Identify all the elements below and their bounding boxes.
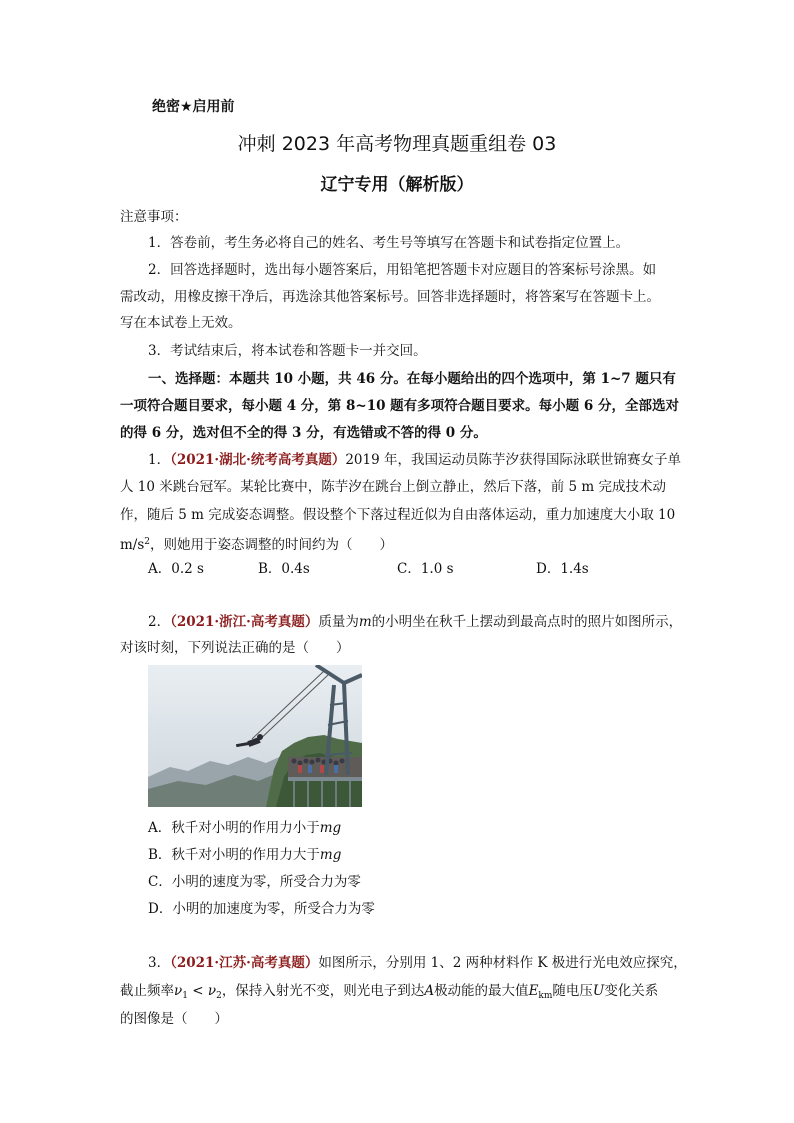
q3-e-symbol: E [528, 983, 539, 999]
q2-line-2: 对该时刻，下列说法正确的是（ ） [120, 640, 350, 656]
q2-number: 2． [148, 614, 171, 630]
q3-a-pole: A [424, 983, 435, 999]
swing-photo-image [148, 665, 362, 807]
q1-option-b: B．0.4s [258, 561, 310, 577]
q1-option-a: A．0.2 s [148, 561, 204, 577]
q3-source: （2021·江苏·高考真题） [170, 955, 319, 971]
q3-e-sub: km [538, 991, 553, 1001]
q3-text-2c: 极动能的最大值 [434, 983, 529, 999]
q1-unit: m/s [120, 537, 145, 553]
q2-line-1 [148, 612, 682, 632]
q2-option-a [148, 818, 341, 838]
q1-line-2: 人 10 米跳台冠军。某轮比赛中，陈芋汐在跳台上倒立静止，然后下落，前 5 m 完成技术动 [120, 479, 667, 495]
note-3: 3．考试结束后，将本试卷和答题卡一并交回。 [148, 343, 427, 359]
section-line-3: 的得 6 分，选对但不全的得 3 分，有选错或不答的得 0 分。 [120, 425, 487, 441]
q2-option-c: C．小明的速度为零，所受合力为零 [148, 874, 361, 890]
q1-line-1 [148, 450, 681, 470]
q1-line-3: 作，随后 5 m 完成姿态调整。假设整个下落过程近似为自由落体运动，重力加速度大小取 10 [120, 507, 676, 523]
q3-text-2b: ，保持入射光不变，则光电子到达 [221, 983, 425, 999]
q3-nu-2-sub: 2 [216, 991, 222, 1001]
q3-line-2 [120, 981, 658, 1006]
section-line-1: 一、选择题：本题共 10 小题，共 46 分。在每小题给出的四个选项中，第 1~7 题只有 [148, 371, 676, 387]
q3-nu-2: ν [207, 983, 217, 999]
q3-text-2a: 截止频率 [120, 983, 174, 999]
q2-mass-symbol: m [358, 614, 372, 630]
note-2-line-2: 需改动，用橡皮擦干净后，再选涂其他答案标号。回答非选择题时，将答案写在答题卡上。 [120, 289, 660, 305]
q1-text-4: ，则她用于姿态调整的时间约为（ ） [150, 537, 394, 553]
q3-text-2d: 随电压 [552, 983, 593, 999]
q2-option-b-text: B．秋千对小明的作用力大于 [148, 847, 320, 863]
q3-text-1: 如图所示，分别用 1、2 两种材料作 K 极进行光电效应探究， [318, 955, 687, 971]
note-2-line-1: 2．回答选择题时，选出每小题答案后，用铅笔把答题卡对应题目的答案标号涂黑。如 [148, 262, 657, 278]
q1-text-1: 2019 年，我国运动员陈芋汐获得国际泳联世锦赛女子单 [345, 452, 681, 468]
q3-nu-1: ν [174, 983, 183, 999]
q3-nu-1-sub: 1 [182, 991, 188, 1001]
notes-heading: 注意事项： [120, 209, 188, 225]
q2-text-1b: 的小明坐在秋千上摆动到最高点时的照片如图所示， [371, 614, 683, 630]
q3-less-than: < [187, 983, 208, 999]
swing-photo [148, 665, 362, 807]
q2-text-1a: 质量为 [318, 614, 359, 630]
note-2-line-3: 写在本试卷上无效。 [120, 315, 242, 331]
q3-line-3: 的图像是（ ） [120, 1011, 228, 1027]
q1-number: 1． [148, 452, 171, 468]
q1-option-d: D．1.4s [536, 561, 589, 577]
q2-option-d: D．小明的加速度为零，所受合力为零 [148, 901, 375, 917]
page-title: 冲刺 2023 年高考物理真题重组卷 03 [237, 133, 557, 155]
q2-option-a-mg: mg [319, 820, 342, 836]
page-subtitle: 辽宁专用（解析版） [320, 175, 474, 195]
q3-u-symbol: U [592, 983, 605, 999]
secret-label: 绝密★启用前 [152, 99, 235, 115]
note-1: 1．答卷前，考生务必将自己的姓名、考生号等填写在答题卡和试卷指定位置上。 [148, 235, 630, 251]
q2-option-b-mg: mg [319, 847, 342, 863]
q2-option-a-text: A．秋千对小明的作用力小于 [148, 820, 320, 836]
q3-text-2e: 变化关系 [604, 983, 659, 999]
q1-option-c: C．1.0 s [397, 561, 454, 577]
section-line-2: 一项符合题目要求，每小题 4 分，第 8~10 题有多项符合题目要求。每小题 6 分，全部选对 [120, 398, 679, 414]
q1-unit-sup: 2 [144, 537, 151, 547]
q2-source: （2021·浙江·高考真题） [170, 614, 319, 630]
q3-line-1 [148, 953, 687, 973]
q1-line-4 [120, 532, 393, 555]
q1-source: （2021·湖北·统考高考真题） [170, 452, 346, 468]
q2-option-b [148, 845, 341, 865]
q3-number: 3． [148, 955, 171, 971]
